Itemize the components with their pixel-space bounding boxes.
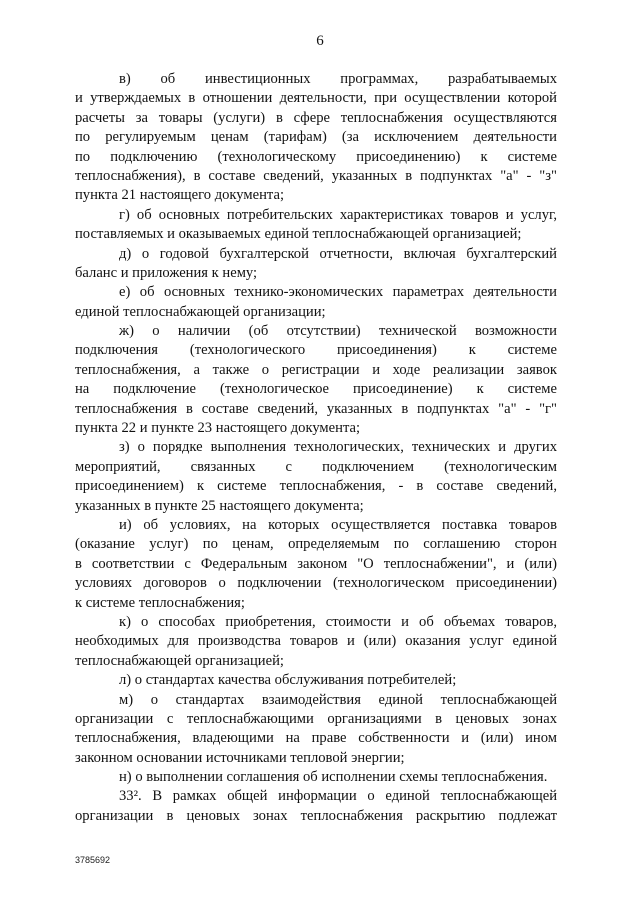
text-line: указанных в пункте 25 настоящего документа;: [75, 497, 364, 514]
text-line: в) об инвестиционных программах, разрабатываемых: [119, 71, 557, 87]
text-line: организации в ценовых зонах теплоснабжения раскрытию подлежат: [75, 807, 557, 824]
text-line: законном основании источниками тепловой энергии;: [75, 749, 405, 766]
text-line: д) о годовой бухгалтерской отчетности, включая бухгалтерский: [119, 245, 557, 262]
text-line: 33². В рамках общей информации о единой теплоснабжающей: [119, 788, 557, 805]
text-line: по регулируемым ценам (тарифам) (за исключением деятельности: [75, 129, 557, 146]
text-line: мероприятий, связанных с подключением (технологическим: [75, 458, 557, 475]
document-body: [75, 70, 557, 826]
text-line: теплоснабжения в составе сведений, указанных в подпунктах "а" - "г": [75, 400, 557, 417]
text-line: к) о способах приобретения, стоимости и об объемах товаров,: [119, 613, 557, 630]
text-line: теплоснабжения, владеющими на праве собственности и (или) ином: [75, 730, 557, 747]
text-line: пункта 21 настоящего документа;: [75, 187, 285, 204]
page-number: 6: [316, 33, 324, 49]
text-line: пункта 22 и пункте 23 настоящего документа;: [75, 420, 361, 437]
text-line: и утверждаемых в отношении деятельности, при осуществлении которой: [75, 90, 557, 107]
text-line: организации с теплоснабжающими организациями в ценовых зонах: [75, 710, 557, 727]
text-line: л) о стандартах качества обслуживания потребителей;: [119, 672, 457, 689]
text-line: н) о выполнении соглашения об исполнении схемы теплоснабжения.: [119, 769, 548, 786]
text-line: баланс и приложения к нему;: [75, 264, 258, 281]
text-line: теплоснабжения), в составе сведений, указанных в подпунктах "а" - "з": [75, 167, 557, 184]
text-line: г) об основных потребительских характеристиках товаров и услуг,: [119, 206, 557, 223]
text-line: з) о порядке выполнения технологических, технических и других: [119, 439, 557, 456]
text-line: (оказание услуг) по ценам, определяемым по соглашению сторон: [75, 536, 557, 553]
text-line: и) об условиях, на которых осуществляется поставка товаров: [119, 516, 557, 533]
text-line: единой теплоснабжающей организации;: [75, 303, 326, 320]
text-line: в соответствии с Федеральным законом "О теплоснабжении", и (или): [75, 555, 557, 572]
text-line: к системе теплоснабжения;: [75, 594, 245, 611]
text-line: присоединением) к системе теплоснабжения, - в составе сведений,: [75, 478, 557, 495]
text-line: на подключение (технологическое присоединение) к системе: [75, 381, 557, 398]
text-line: м) о стандартах взаимодействия единой теплоснабжающей: [119, 691, 557, 708]
text-line: теплоснабжающей организацией;: [75, 652, 284, 669]
text-line: подключения (технологического присоединения) к системе: [75, 342, 557, 359]
document-code: 3785692: [75, 855, 111, 865]
text-line: е) об основных технико-экономических параметрах деятельности: [119, 284, 557, 301]
text-line: условиях договоров о подключении (технологическом присоединении): [75, 575, 557, 592]
text-line: поставляемых и оказываемых единой теплоснабжающей организацией;: [75, 226, 522, 243]
text-line: по подключению (технологическому присоединению) к системе: [75, 148, 557, 165]
text-line: необходимых для производства товаров и (или) оказания услуг единой: [75, 633, 557, 650]
text-line: теплоснабжения, а также о регистрации и ходе реализации заявок: [75, 361, 557, 378]
text-line: ж) о наличии (об отсутствии) технической возможности: [119, 323, 557, 340]
text-line: расчеты за товары (услуги) в сфере теплоснабжения осуществляются: [75, 109, 557, 126]
